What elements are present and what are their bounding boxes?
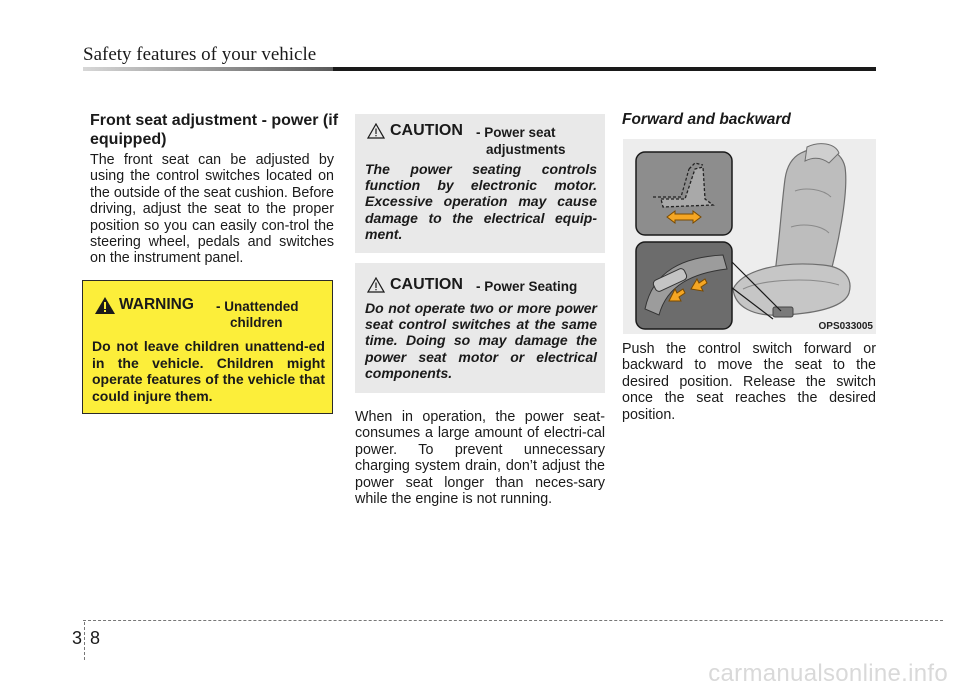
figure-code: OPS033005 <box>818 321 873 332</box>
chapter-number: 3 <box>72 628 83 648</box>
forward-backward-paragraph: Push the control switch forward or backward to move the seat to the desired position. Release the switch once the seat reaches the desired position. <box>622 341 876 423</box>
caution-box-adjustments <box>355 114 605 253</box>
intro-paragraph: The front seat can be adjusted by using the control switches located on the outside of the seat cushion. Before driving, adjust the seat to the proper position so you can easily con-trol the steering wheel, pedals and switches on the instrument panel. <box>90 152 335 267</box>
caution-subtitle: - Power seat <box>476 125 556 140</box>
caution-subtitle: - Power Seating <box>476 279 578 294</box>
watermark: carmanualsonline.info <box>708 660 948 687</box>
page-number: 8 <box>90 628 101 648</box>
power-consumption-paragraph: When in operation, the power seat-consumes a large amount of electri-cal power. To prevent unnecessary charging system drain, don’t adjust the power seat longer than neces-sary while the engine is not running. <box>355 409 605 508</box>
caution-triangle-icon <box>367 277 385 293</box>
warning-triangle-icon <box>95 297 115 314</box>
warning-subtitle: - Unattended <box>216 299 299 314</box>
caution-label: CAUTION <box>390 276 463 293</box>
footer-rule <box>83 620 943 621</box>
header-rule <box>83 67 876 71</box>
footer-divider <box>84 622 85 660</box>
section-title: Front seat adjustment - power (if equipped) <box>90 112 339 148</box>
caution-triangle-icon <box>367 123 385 139</box>
page-header-title: Safety features of your vehicle <box>83 44 317 65</box>
caution-subtitle-line2: adjustments <box>486 142 566 157</box>
warning-subtitle-line2: children <box>230 315 283 330</box>
caution-box-power-seating <box>355 263 605 393</box>
seat-figure <box>623 139 876 334</box>
caution-body: The power seating controls function by electronic motor. Excessive operation may cause damage to the electrical equip-ment. <box>365 161 597 242</box>
warning-body: Do not leave children unattend-ed in the vehicle. Children might operate features of the vehicle that could injure them. <box>92 338 325 404</box>
caution-label: CAUTION <box>390 122 463 139</box>
subsection-title: Forward and backward <box>622 111 791 128</box>
warning-box <box>82 280 333 414</box>
power-seat-illustration <box>623 139 876 334</box>
warning-label: WARNING <box>119 296 194 313</box>
caution-body: Do not operate two or more power seat control switches at the same time. Doing so may damage the power seat motor or electrical components. <box>365 300 597 381</box>
